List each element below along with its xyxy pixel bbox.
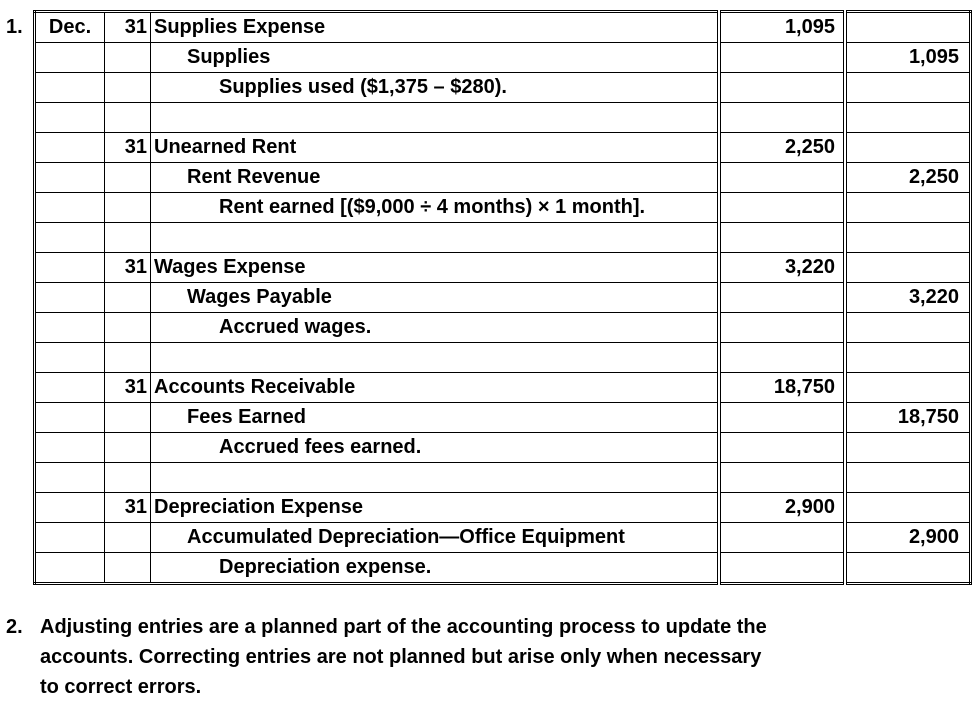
journal-row: [35, 283, 971, 313]
description-cell: [151, 253, 720, 283]
credit-cell: 3,220: [845, 283, 971, 313]
journal-row: [35, 43, 971, 73]
date-day-cell: [105, 73, 151, 103]
description-text: Accounts Receivable: [154, 376, 356, 398]
description-cell: [151, 12, 720, 43]
date-day-cell: [105, 163, 151, 193]
date-month-cell: [35, 133, 105, 163]
date-month-cell: [35, 103, 105, 133]
description-cell: [151, 343, 720, 373]
description-cell: [151, 223, 720, 253]
debit-cell: [719, 73, 845, 103]
description-text: Rent Revenue: [187, 166, 321, 188]
description-text: Depreciation Expense: [154, 496, 363, 518]
description-cell: [151, 133, 720, 163]
description-cell: [151, 43, 720, 73]
journal-row: [35, 73, 971, 103]
debit-cell: 2,900: [719, 493, 845, 523]
description-text: Fees Earned: [187, 406, 306, 428]
journal-entries-table: [33, 10, 972, 585]
date-month-cell: [35, 403, 105, 433]
description-cell: [151, 163, 720, 193]
date-day-cell: [105, 193, 151, 223]
journal-row: [35, 523, 971, 553]
description-text: Supplies: [187, 46, 271, 68]
date-day-cell: 31: [105, 493, 151, 523]
journal-row: [35, 493, 971, 523]
journal-row: [35, 433, 971, 463]
debit-cell: [719, 403, 845, 433]
debit-cell: [719, 463, 845, 493]
date-day-cell: 31: [105, 12, 151, 43]
credit-cell: [845, 373, 971, 403]
description-text: Rent earned [($9,000 ÷ 4 months) × 1 month].: [219, 196, 646, 218]
description-cell: [151, 523, 720, 553]
journal-row: [35, 553, 971, 584]
description-cell: [151, 373, 720, 403]
date-day-cell: [105, 343, 151, 373]
date-month-cell: [35, 43, 105, 73]
credit-cell: 18,750: [845, 403, 971, 433]
part-2-line-2: accounts. Correcting entries are not planned but arise only when necessary: [40, 646, 762, 668]
part-1-number: 1.: [6, 16, 23, 38]
date-day-cell: [105, 403, 151, 433]
debit-cell: [719, 523, 845, 553]
credit-cell: [845, 433, 971, 463]
description-cell: [151, 103, 720, 133]
credit-cell: [845, 313, 971, 343]
journal-row: [35, 163, 971, 193]
date-month-cell: [35, 283, 105, 313]
date-day-cell: 31: [105, 253, 151, 283]
date-day-cell: [105, 43, 151, 73]
date-day-cell: [105, 283, 151, 313]
debit-cell: 18,750: [719, 373, 845, 403]
journal-row: [35, 403, 971, 433]
description-cell: [151, 403, 720, 433]
date-day-cell: 31: [105, 133, 151, 163]
date-month-cell: [35, 463, 105, 493]
journal-row: [35, 343, 971, 373]
debit-cell: [719, 433, 845, 463]
date-month-cell: [35, 313, 105, 343]
date-month-cell: [35, 193, 105, 223]
debit-cell: 2,250: [719, 133, 845, 163]
journal-body: [35, 12, 971, 584]
part-2-line-1: Adjusting entries are a planned part of the accounting process to update the: [40, 616, 767, 638]
date-month-cell: [35, 163, 105, 193]
description-text: Unearned Rent: [154, 136, 297, 158]
debit-cell: 1,095: [719, 12, 845, 43]
journal-row: [35, 133, 971, 163]
journal-row: [35, 253, 971, 283]
credit-cell: [845, 12, 971, 43]
debit-cell: [719, 283, 845, 313]
date-month-cell: [35, 493, 105, 523]
journal-row: [35, 313, 971, 343]
credit-cell: [845, 463, 971, 493]
description-text: Supplies used ($1,375 – $280).: [219, 76, 507, 98]
journal-row: [35, 463, 971, 493]
debit-cell: [719, 313, 845, 343]
date-day-cell: [105, 103, 151, 133]
description-text: Accrued fees earned.: [219, 436, 422, 458]
description-text: Wages Payable: [187, 286, 332, 308]
debit-cell: [719, 223, 845, 253]
date-month-cell: [35, 373, 105, 403]
credit-cell: [845, 253, 971, 283]
debit-cell: [719, 163, 845, 193]
credit-cell: [845, 553, 971, 584]
journal-row: [35, 193, 971, 223]
date-day-cell: 31: [105, 373, 151, 403]
journal-row: [35, 12, 971, 43]
debit-cell: [719, 43, 845, 73]
description-cell: [151, 433, 720, 463]
description-cell: [151, 313, 720, 343]
credit-cell: [845, 223, 971, 253]
debit-cell: 3,220: [719, 253, 845, 283]
date-day-cell: [105, 553, 151, 584]
date-month-cell: [35, 223, 105, 253]
debit-cell: [719, 193, 845, 223]
description-cell: [151, 283, 720, 313]
credit-cell: 2,250: [845, 163, 971, 193]
credit-cell: [845, 133, 971, 163]
credit-cell: [845, 493, 971, 523]
description-cell: [151, 73, 720, 103]
description-text: Accrued wages.: [219, 316, 372, 338]
date-month-cell: [35, 523, 105, 553]
date-month-cell: Dec.: [35, 12, 105, 43]
credit-cell: [845, 343, 971, 373]
description-cell: [151, 463, 720, 493]
description-cell: [151, 193, 720, 223]
description-text: Accumulated Depreciation—Office Equipment: [187, 526, 625, 548]
debit-cell: [719, 553, 845, 584]
date-day-cell: [105, 223, 151, 253]
journal-row: [35, 373, 971, 403]
credit-cell: [845, 193, 971, 223]
description-text: Depreciation expense.: [219, 556, 432, 578]
date-day-cell: [105, 523, 151, 553]
part-2-answer: [6, 612, 906, 702]
description-cell: [151, 493, 720, 523]
credit-cell: [845, 73, 971, 103]
part-2-number: 2.: [6, 616, 23, 638]
date-day-cell: [105, 463, 151, 493]
date-month-cell: [35, 253, 105, 283]
date-month-cell: [35, 433, 105, 463]
date-month-cell: [35, 343, 105, 373]
date-month-cell: [35, 73, 105, 103]
date-day-cell: [105, 433, 151, 463]
journal-row: [35, 103, 971, 133]
description-text: Wages Expense: [154, 256, 306, 278]
debit-cell: [719, 103, 845, 133]
part-2-line-3: to correct errors.: [40, 676, 202, 698]
debit-cell: [719, 343, 845, 373]
date-month-cell: [35, 553, 105, 584]
credit-cell: 1,095: [845, 43, 971, 73]
credit-cell: [845, 103, 971, 133]
journal-row: [35, 223, 971, 253]
credit-cell: 2,900: [845, 523, 971, 553]
description-text: Supplies Expense: [154, 16, 326, 38]
date-day-cell: [105, 313, 151, 343]
description-cell: [151, 553, 720, 584]
